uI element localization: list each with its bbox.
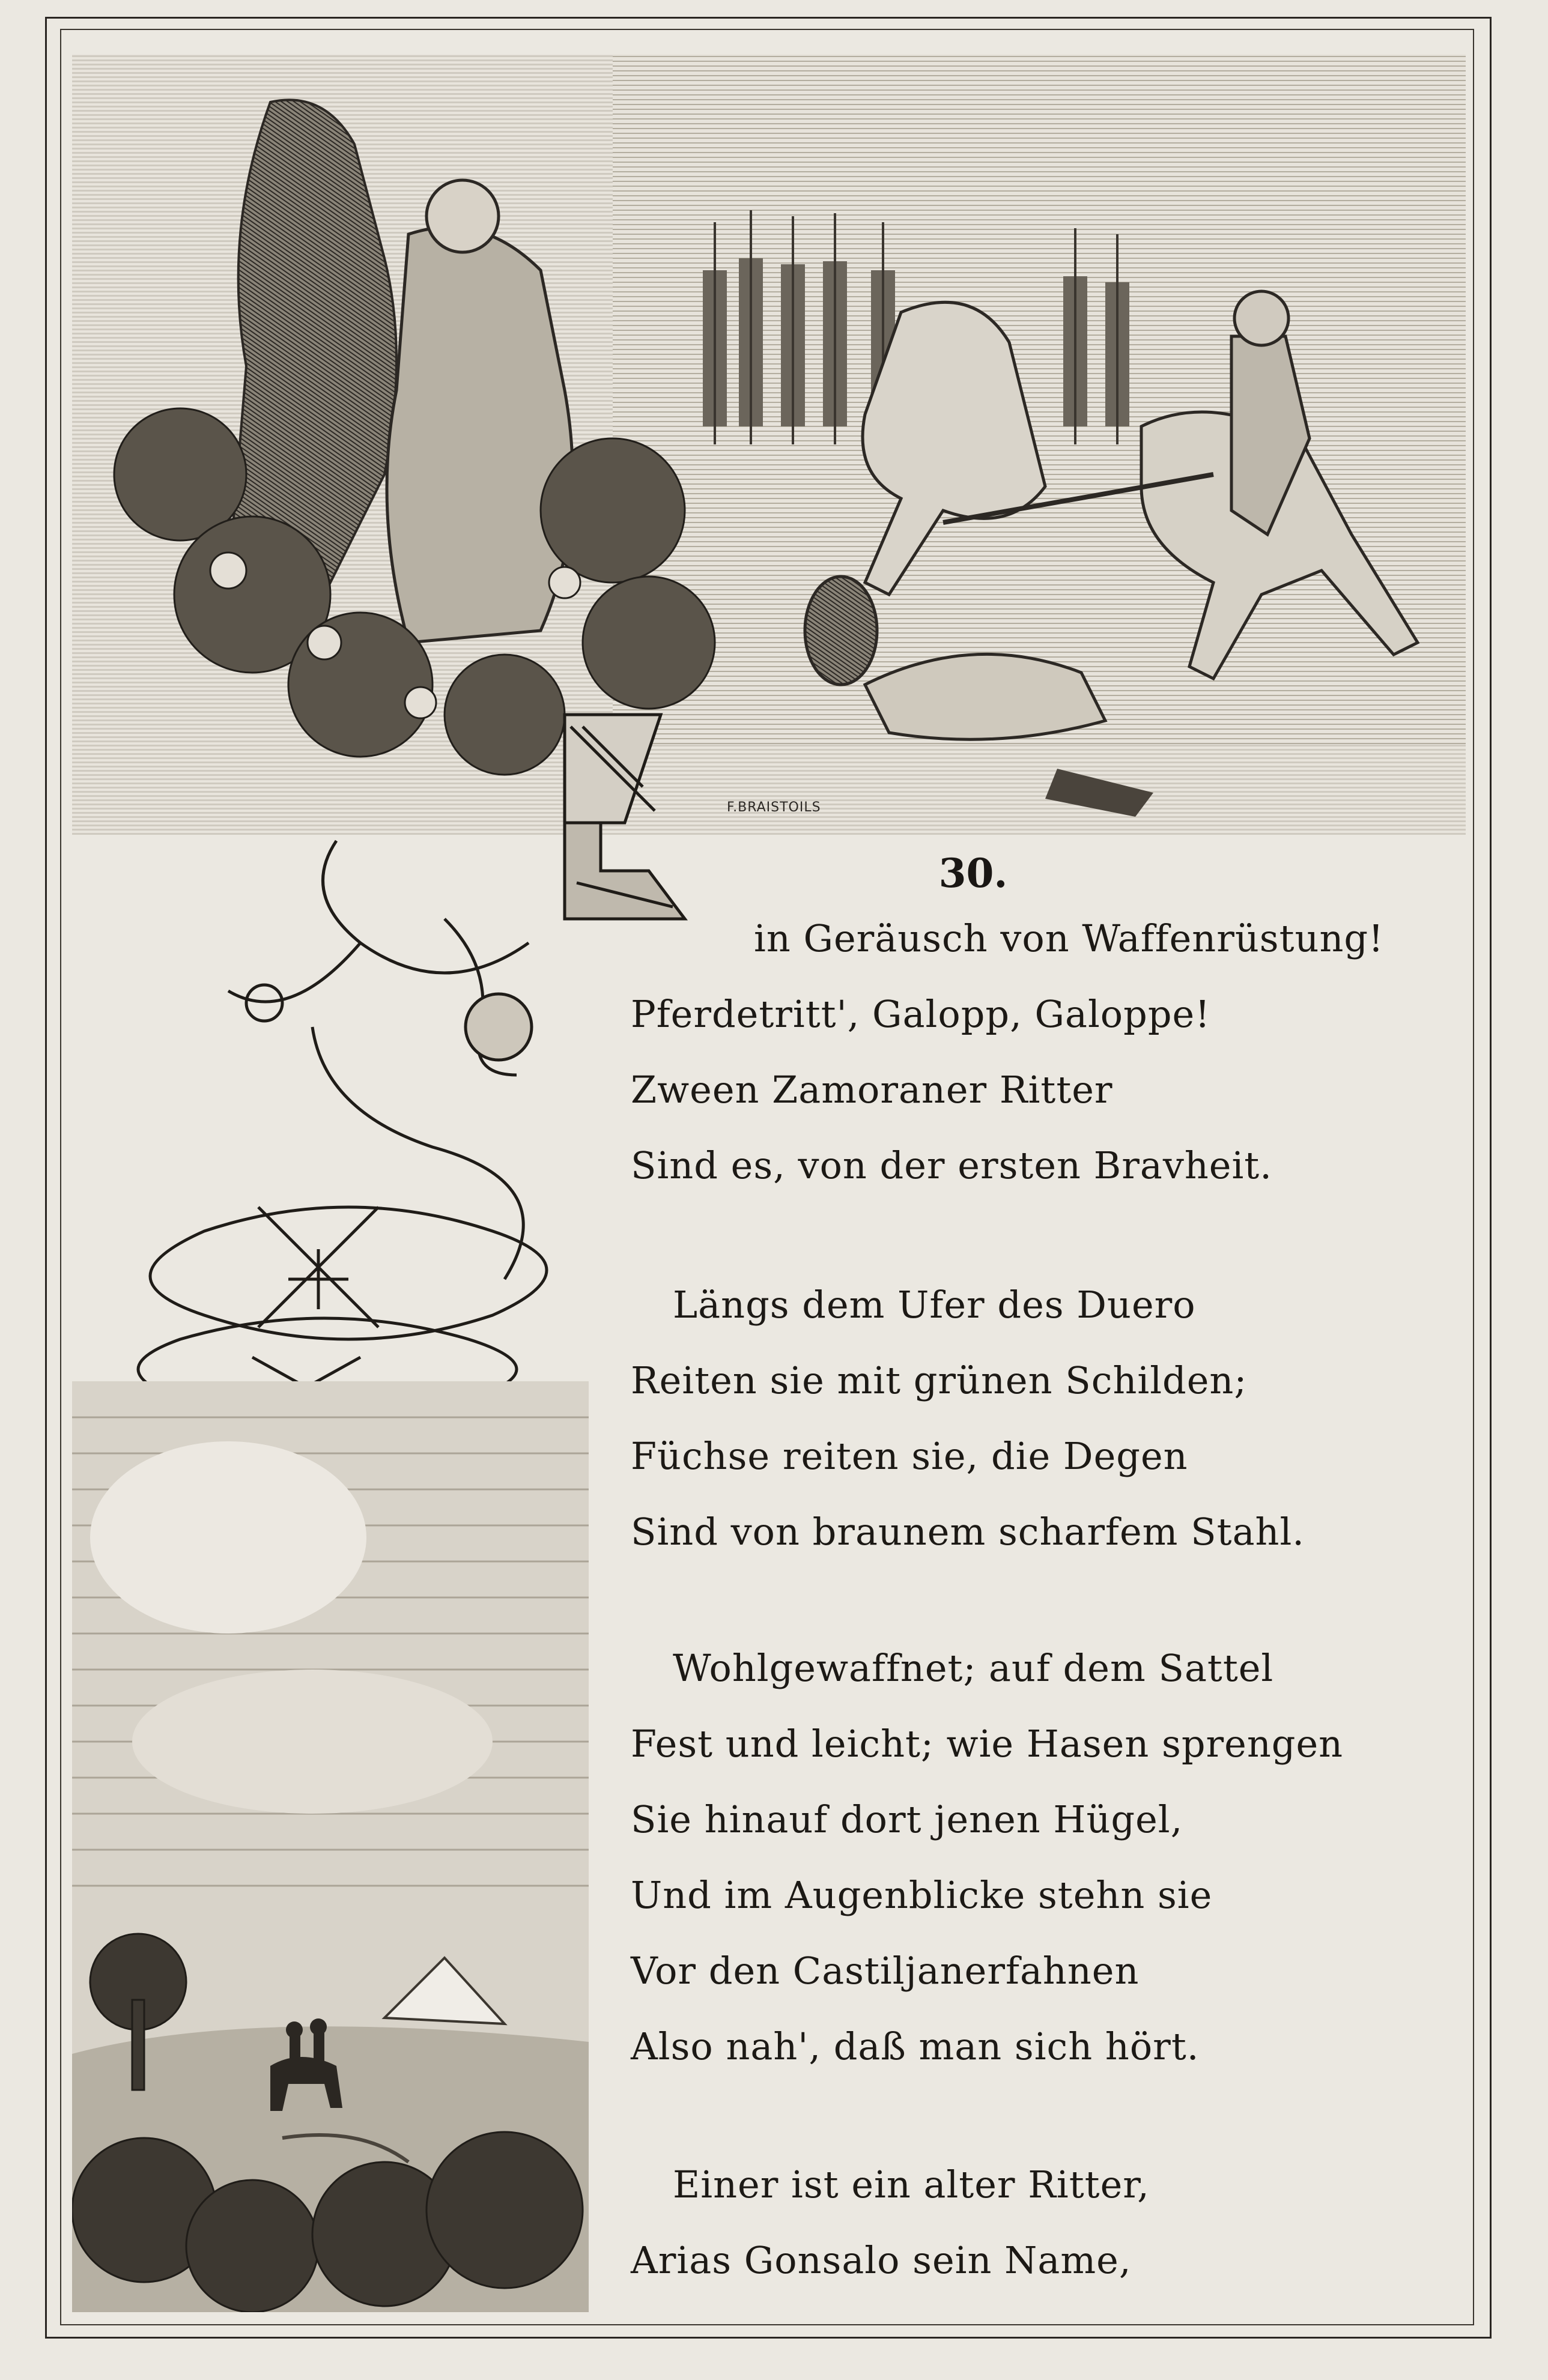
engraver-signature: F.BRAISTOILS — [727, 800, 821, 815]
verse-line: Wohlgewaffnet; auf dem Sattel — [673, 1646, 1274, 1690]
verse-line: Vor den Castiljanerfahnen — [631, 1949, 1140, 1993]
stanza-4 — [631, 2147, 1412, 2298]
verse-line: Reiten sie mit grünen Schilden; — [631, 1358, 1248, 1402]
verse-line: Pferdetritt', Galopp, Galoppe! — [631, 992, 1211, 1036]
ornamental-initial-E — [565, 715, 685, 919]
verse-line: Und im Augenblicke stehn sie — [631, 1873, 1213, 1917]
verse-line: Zween Zamoraner Ritter — [631, 1068, 1113, 1112]
stanza-1 — [631, 901, 1412, 1204]
riders-landscape-engraving — [72, 1381, 589, 2312]
verse-line: Fest und leicht; wie Hasen sprengen — [631, 1722, 1344, 1766]
poem-number: 30. — [938, 850, 1008, 897]
verse-line: Füchse reiten sie, die Degen — [631, 1434, 1188, 1478]
verse-line: Arias Gonsalo sein Name, — [631, 2238, 1132, 2282]
verse-line: Längs dem Ufer des Duero — [673, 1283, 1196, 1327]
verse-line: Einer ist ein alter Ritter, — [673, 2163, 1150, 2206]
verse-line: in Geräusch von Waffenrüstung! — [754, 916, 1384, 960]
verse-line: Sind von braunem scharfem Stahl. — [631, 1510, 1305, 1554]
stanza-2 — [631, 1267, 1412, 1570]
verse-line: Also nah', daß man sich hört. — [631, 2024, 1200, 2068]
stanza-3 — [631, 1631, 1412, 2085]
verse-line: Sie hinauf dort jenen Hügel, — [631, 1797, 1183, 1841]
verse-line: Sind es, von der ersten Bravheit. — [631, 1143, 1272, 1187]
